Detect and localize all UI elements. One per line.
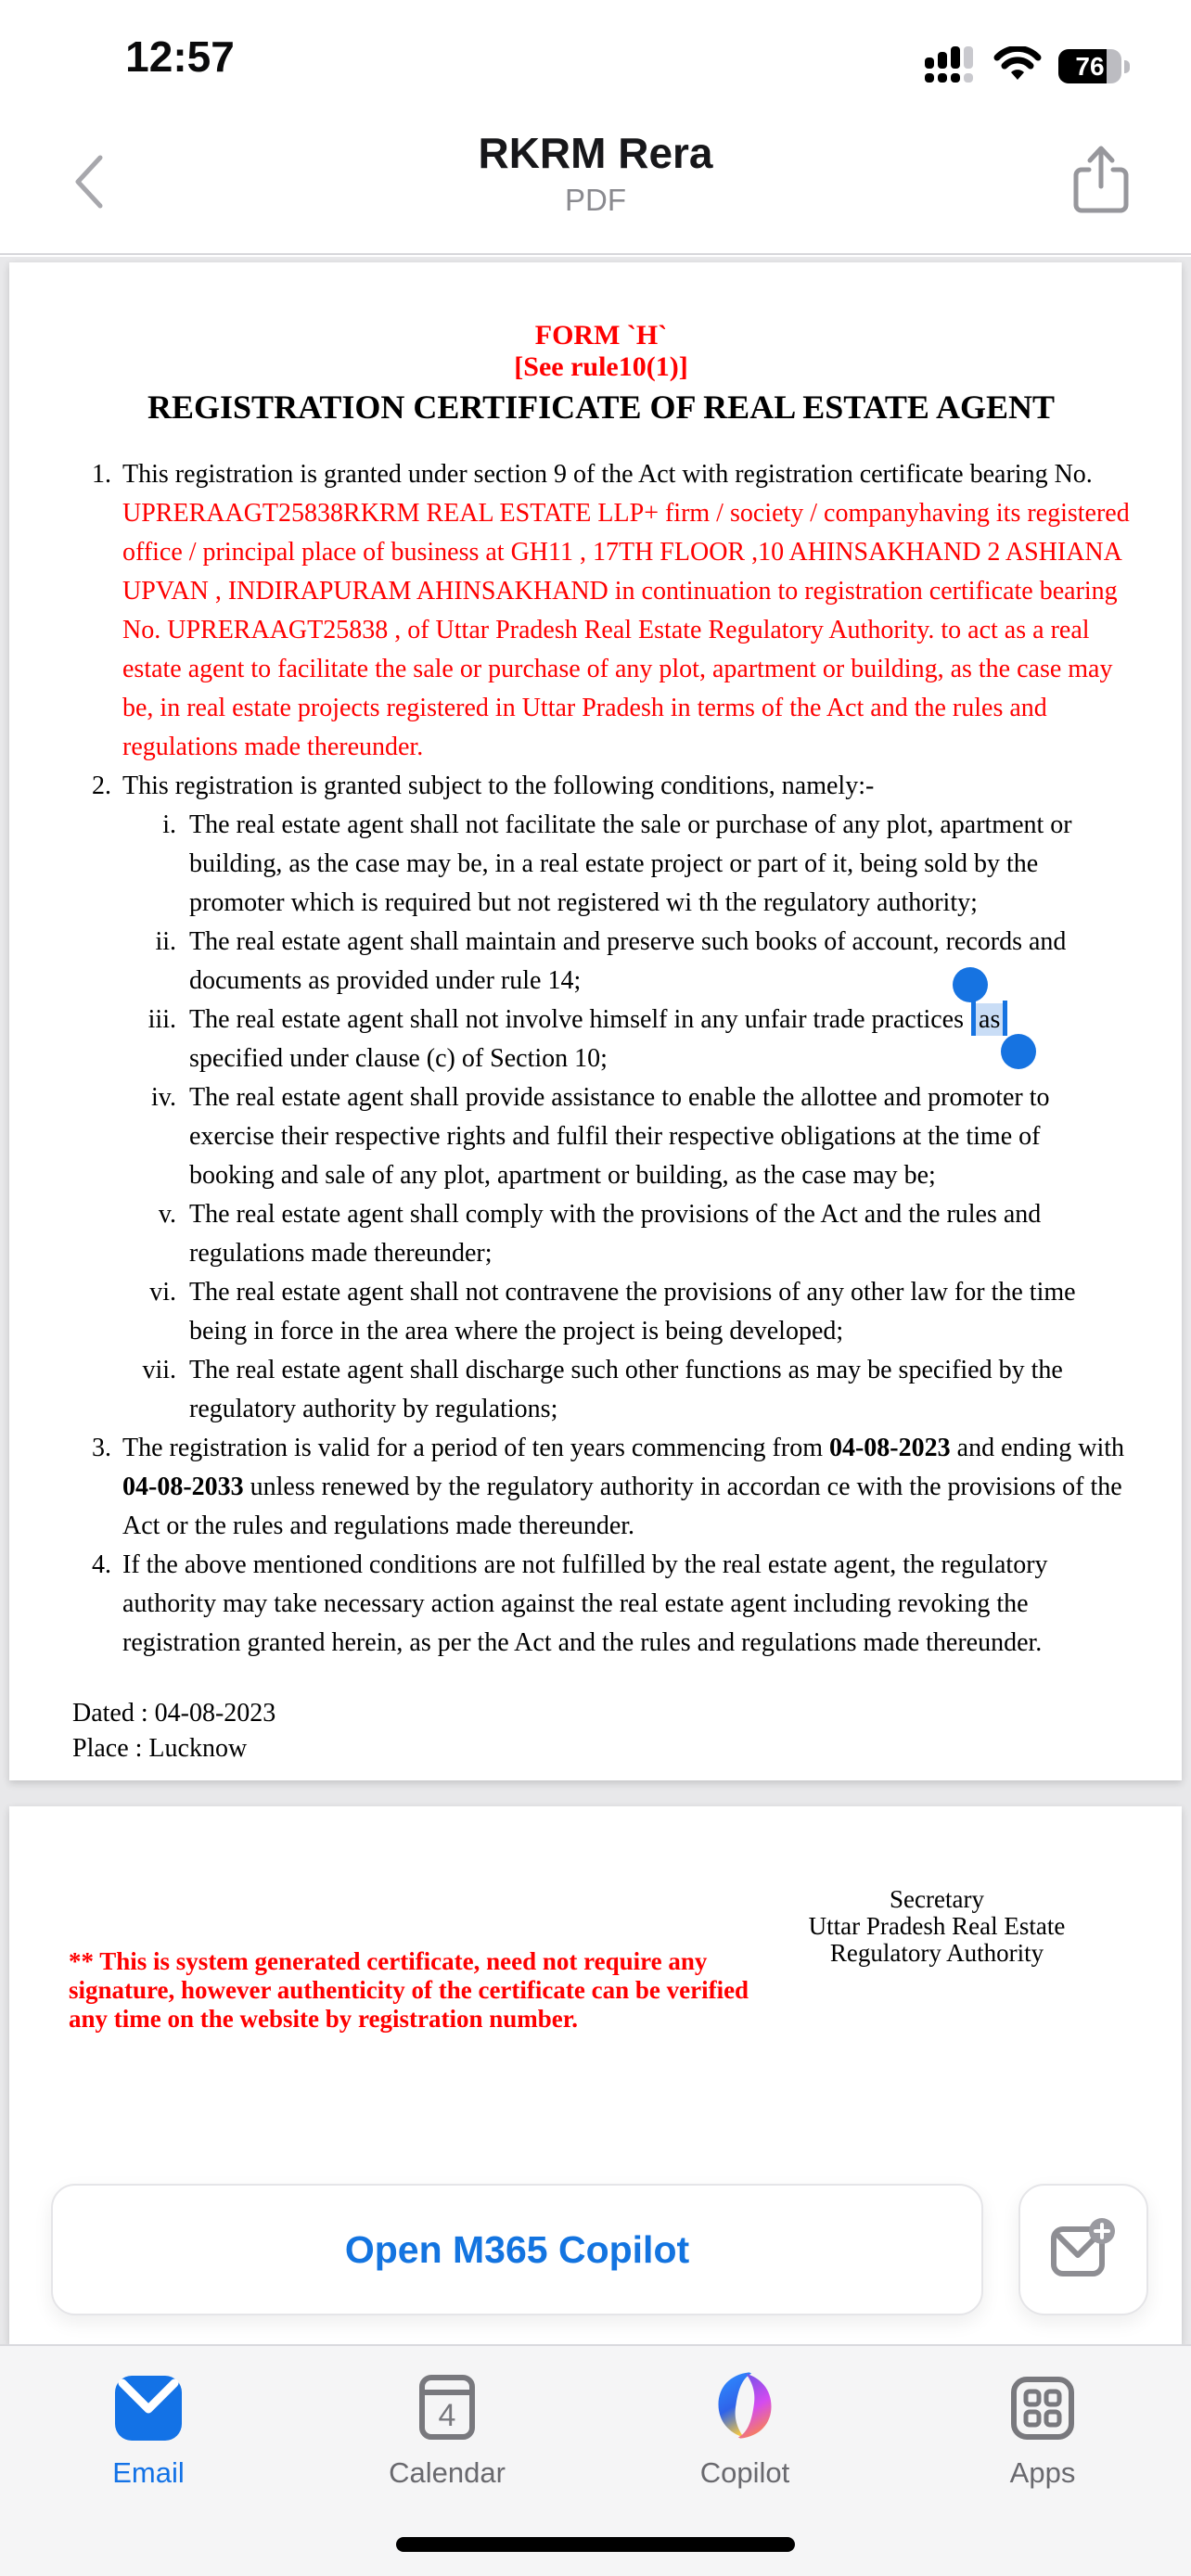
list-item: 1. This registration is granted under section 9 of the Act with registration certificate bearing No. UPRERAAGT25838RKRM REAL ESTATE LLP+ firm / society / companyhaving its registered office / principal place of business at GH11 , 17TH FLOOR ,10 AHINSAKHAND 2 ASHIANA UPVAN , INDIRAPURAM AHINSAKHAND in continuation to registration certificate bearing No. UPRERAAGT25838 , of Uttar Pradesh Real Estate Regulatory Authority. to act as a real estate agent to facilitate the sale or purchase of any plot, apartment or building, as the case may be, in real estate projects registered in Uttar Pradesh in terms of the Act and the rules and regulations made thereunder. (72, 455, 1130, 767)
calendar-date-number: 4 (438, 2398, 456, 2433)
item-4-text: If the above mentioned conditions are not fulfilled by the real estate agent, the regulatory authority may take necessary action against the real estate agent including revoking the registration granted herein, as per the Act and the rules and regulations made thereunder. (122, 1550, 1048, 1657)
home-indicator[interactable] (396, 2537, 795, 2552)
dated-line: Dated : 04-08-2023 (72, 1699, 276, 1728)
selection-handle-end[interactable] (1003, 1001, 1007, 1036)
open-copilot-button[interactable]: Open M365 Copilot (51, 2184, 983, 2315)
place-line: Place : Lucknow (72, 1734, 248, 1763)
selection-handle-start[interactable] (971, 1001, 976, 1036)
page-title: RKRM Rera (478, 129, 713, 177)
condition-ii: ii. The real estate agent shall maintain and preserve such books of account, records and documents as provided under rule 14; (155, 927, 1067, 995)
tab-calendar[interactable]: 4 Calendar (345, 2366, 549, 2489)
item-1-text: This registration is granted under section 9 of the Act with registration certificate bearing No. UPRERAAGT25838RKRM REAL ESTATE LLP+ firm / society / companyhaving its registered office / principal place of business at GH11 , 17TH FLOOR ,10 AHINSAKHAND 2 ASHIANA UPVAN , INDIRAPURAM AHINSAKHAND in continuation to registration certificate bearing No. UPRERAAGT25838 , of Uttar Pradesh Real Estate Regulatory Authority. to act as a real estate agent to facilitate the sale or purchase of any plot, apartment or building, as the case may be, in real estate projects registered in Uttar Pradesh in terms of the Act and the rules and regulations made thereunder. (122, 460, 1130, 761)
condition-vi: vi. The real estate agent shall not contravene the provisions of any other law for the time being in force in the area where the project is being developed; (149, 1278, 1076, 1345)
pdf-viewer[interactable] (0, 257, 1191, 2344)
apps-icon (1008, 2366, 1077, 2442)
battery-percent: 76 (1075, 51, 1105, 81)
calendar-icon (415, 2366, 480, 2442)
tab-copilot[interactable]: Copilot (643, 2366, 847, 2489)
tab-email[interactable]: Email (46, 2366, 250, 2489)
certificate-title: REGISTRATION CERTIFICATE OF REAL ESTATE AGENT (147, 389, 1055, 426)
battery-icon (1058, 49, 1130, 83)
share-button[interactable] (1059, 134, 1143, 226)
form-heading: FORM `H` (534, 320, 668, 351)
header-bar (0, 111, 1191, 255)
file-type-label: PDF (565, 183, 626, 217)
text-selection[interactable] (971, 1005, 1007, 1034)
email-icon (111, 2366, 186, 2442)
pdf-page-1 (9, 262, 1182, 1780)
status-time: 12:57 (125, 32, 235, 81)
copilot-icon (710, 2366, 780, 2442)
condition-vii: vii. The real estate agent shall discharge such other functions as may be specified by the regulatory authority by regulations; (142, 1356, 1063, 1423)
condition-iii: iii. The real estate agent shall not involve himself in any unfair trade practices as specified under clause (c) of Section 10; (122, 1001, 1130, 1078)
back-button[interactable] (54, 137, 124, 226)
new-email-button[interactable] (1018, 2184, 1148, 2315)
condition-v: v. The real estate agent shall comply with the provisions of the Act and the rules and regulations made thereunder; (158, 1200, 1042, 1268)
rule-heading: [See rule10(1)] (514, 351, 688, 382)
item-2-text: This registration is granted subject to the following conditions, namely:- i. The real estate agent shall not facilitate the sale or purchase of any plot, apartment or building, as the case may be, in a real estate project or part of it, being sold by the promoter which is required but not registered wi th the regulatory authority; ii. The real estate agent shall maintain and preserve such books of account, records and documents as provided under rule 14; iii. The real estate agent shall not involve himself in any unfair trade practices as specified under clause (c) of Section 10; iv. The real estate agent shall provide assistance to enable the allottee and promoter to exercise their respective rights and fulfil their respective obligations at the time of booking and sale of any plot, apartment or building, as the case may be; v. The real estate agent shall comply with the provisions of the Act and the rules and regulations made thereunder; vi. The real estate agent shall not contravene the provisions of any other law for the time being in force in the area where the project is being developed; vii. The real estate agent shall discharge such other functions as may be specified by the regulatory authority by regulations; (122, 767, 1130, 1429)
tab-apps[interactable]: Apps (941, 2366, 1145, 2489)
condition-i: i. The real estate agent shall not facilitate the sale or purchase of any plot, apartment or building, as the case may be, in a real estate project or part of it, being sold by the promoter which is required but not registered wi th the regulatory authority; (162, 810, 1072, 917)
signatory-block: Secretary Uttar Pradesh Real Estate Regulatory Authority (808, 1885, 1066, 1967)
cellular-signal-icon (925, 45, 977, 88)
selected-word: as (976, 1003, 1003, 1036)
status-bar (0, 0, 1191, 111)
condition-iii-text: The real estate agent shall not involve himself in any unfair trade practices as specified under clause (c) of Section 10; (189, 1001, 1130, 1078)
system-generated-disclaimer: ** This is system generated certificate, need not require any signature, however authenticity of the certificate can be verified any time on the website by registration number. (69, 1947, 749, 2033)
item-3-text: The registration is valid for a period of ten years commencing from 04-08-2023 and ending with 04-08-2033 unless renewed by the regulatory authority in accordan ce with the provisions of the Act or the rules and regulations made thereunder. (122, 1434, 1125, 1540)
list-item: 2. This registration is granted subject to the following conditions, namely:- i. The real estate agent shall not facilitate the sale or purchase of any plot, apartment or building, as the case may be, in a real estate project or part of it, being sold by the promoter which is required but not registered wi th the regulatory authority; ii. The real estate agent shall maintain and preserve such books of account, records and documents as provided under rule 14; iii. The real estate agent shall not involve himself in any unfair trade practices as specified under clause (c) of Section 10; iv. The real estate agent shall provide assistance to enable the allottee and promoter to exercise their respective rights and fulfil their respective obligations at the time of booking and sale of any plot, apartment or building, as the case may be; v. The real estate agent shall comply with the provisions of the Act and the rules and regulations made thereunder; vi. The real estate agent shall not contravene the provisions of any other law for the time being in force in the area where the project is being developed; vii. The real estate agent shall discharge such other functions as may be specified by the regulatory authority by regulations; (72, 767, 1130, 1429)
list-item: 4. If the above mentioned conditions are not fulfilled by the real estate agent, the regulatory authority may take necessary action against the real estate agent including revoking the registration granted herein, as per the Act and the rules and regulations made thereunder. (72, 1546, 1130, 1663)
list-item: 3. The registration is valid for a period of ten years commencing from 04-08-2023 and ending with 04-08-2033 unless renewed by the regulatory authority in accordan ce with the provisions of the Act or the rules and regulations made thereunder. (72, 1429, 1130, 1546)
wifi-icon (993, 46, 1042, 86)
condition-iv: iv. The real estate agent shall provide assistance to enable the allottee and promoter to exercise their respective rights and fulfil their respective obligations at the time of booking and sale of any plot, apartment or building, as the case may be; (151, 1083, 1050, 1190)
compose-email-icon (1048, 2216, 1119, 2284)
